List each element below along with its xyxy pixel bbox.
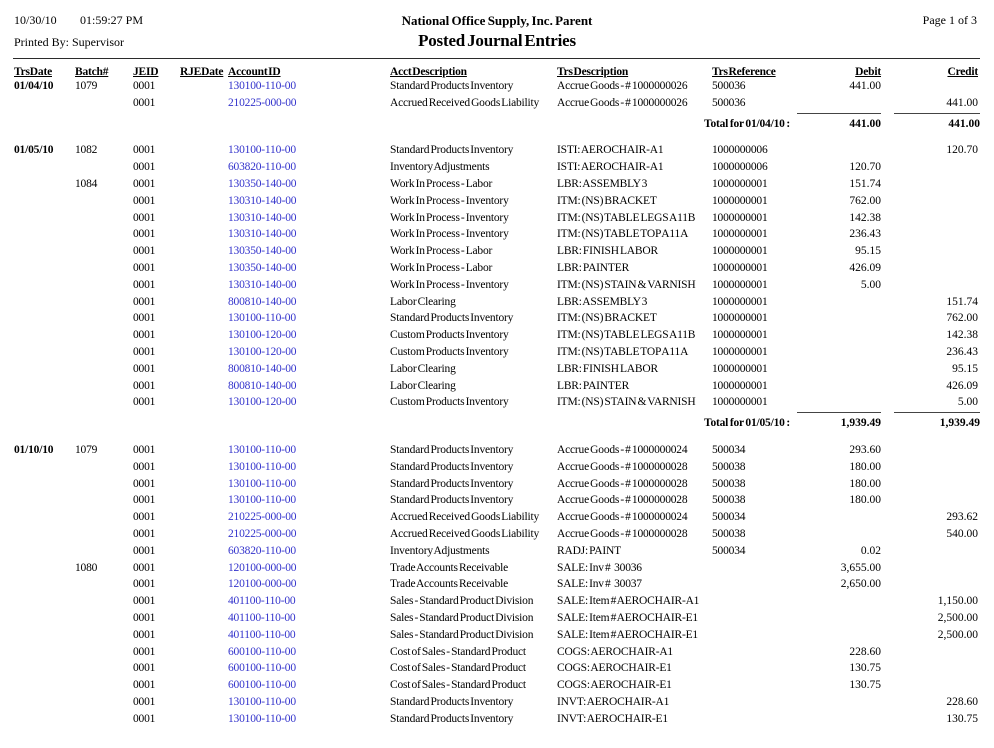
cell-trs-description: COGS: AEROCHAIR-E1: [557, 662, 672, 675]
total-label: Total for 01/05/10 :: [704, 417, 790, 430]
cell-jeid: 0001: [133, 194, 156, 207]
account-id-link[interactable]: 130100-120-00: [228, 396, 297, 409]
cell-trs-reference: 1000000001: [712, 362, 768, 375]
cell-acct-description: Labor Clearing: [390, 379, 456, 392]
account-id-link[interactable]: 130100-110-00: [228, 144, 296, 157]
column-header-account: Account ID: [228, 66, 281, 78]
cell-acct-description: Inventory Adjustments: [390, 544, 490, 557]
account-id-link[interactable]: 210225-000-00: [228, 96, 297, 109]
cell-trs-reference: 1000000001: [712, 312, 768, 325]
cell-jeid: 0001: [133, 346, 156, 358]
account-id-link[interactable]: 600100-110-00: [228, 662, 296, 675]
cell-debit-amount: 120.70: [849, 161, 881, 174]
cell-trs-description: LBR: FINISH LABOR: [557, 362, 658, 375]
table-row: [0, 696, 994, 713]
cell-acct-description: Custom Products Inventory: [390, 329, 509, 342]
table-row: [0, 562, 994, 579]
cell-trs-description: Accrue Goods - # 1000000024: [557, 511, 688, 524]
cell-acct-description: Standard Products Inventory: [390, 312, 514, 325]
cell-jeid: 0001: [133, 161, 156, 174]
cell-acct-description: Work In Process - Inventory: [390, 194, 509, 207]
cell-jeid: 0001: [133, 712, 156, 725]
cell-trs-reference: 1000000001: [712, 194, 768, 207]
account-id-link[interactable]: 600100-110-00: [228, 645, 296, 658]
cell-acct-description: Standard Products Inventory: [390, 712, 514, 725]
cell-credit-amount: 293.62: [946, 511, 978, 524]
cell-trs-reference: 1000000001: [712, 379, 768, 392]
cell-jeid: 0001: [133, 245, 156, 258]
cell-jeid: 0001: [133, 379, 156, 392]
cell-jeid: 0001: [133, 696, 156, 708]
account-id-link[interactable]: 401100-110-00: [228, 612, 296, 624]
account-id-link[interactable]: 130100-110-00: [228, 80, 296, 92]
cell-acct-description: Work In Process - Inventory: [390, 228, 509, 241]
cell-trs-description: RADJ: PAINT: [557, 544, 621, 557]
table-row: [0, 363, 994, 380]
report-title: Posted Journal Entries: [418, 31, 576, 50]
cell-credit-amount: 1,150.00: [937, 595, 978, 608]
cell-trs-description: INVT: AEROCHAIR-A1: [557, 696, 670, 708]
cell-trs-description: SALE: Item # AEROCHAIR-E1: [557, 628, 698, 641]
account-id-link[interactable]: 603820-110-00: [228, 161, 296, 174]
table-row: [0, 178, 994, 195]
column-header-credit: Credit: [947, 66, 978, 78]
cell-acct-description: Trade Accounts Receivable: [390, 578, 509, 591]
cell-trs-description: COGS: AEROCHAIR-E1: [557, 679, 672, 692]
cell-debit-amount: 228.60: [849, 645, 881, 658]
cell-credit-amount: 228.60: [946, 696, 978, 708]
cell-jeid: 0001: [133, 662, 156, 675]
cell-trs-reference: 500038: [712, 477, 746, 490]
cell-credit-amount: 142.38: [946, 329, 978, 342]
cell-trs-reference: 500034: [712, 544, 746, 557]
cell-batch-number: 1080: [75, 561, 98, 574]
cell-trs-description: LBR: PAINTER: [557, 379, 630, 392]
cell-acct-description: Work In Process - Inventory: [390, 278, 509, 291]
account-id-link[interactable]: 130310-140-00: [228, 194, 297, 207]
cell-debit-amount: 180.00: [849, 494, 881, 507]
account-id-link[interactable]: 800810-140-00: [228, 295, 297, 308]
cell-trs-reference: 500036: [712, 96, 746, 109]
print-time: 01:59:27 PM: [80, 13, 144, 27]
account-id-link[interactable]: 603820-110-00: [228, 544, 296, 557]
account-id-link[interactable]: 130350-140-00: [228, 178, 297, 190]
cell-acct-description: Work In Process - Labor: [390, 178, 493, 190]
table-row: [0, 578, 994, 595]
cell-debit-amount: 0.02: [860, 544, 881, 557]
cell-debit-amount: 293.60: [849, 444, 881, 456]
account-id-link[interactable]: 130100-110-00: [228, 696, 296, 708]
table-row: [0, 545, 994, 562]
cell-credit-amount: 236.43: [946, 346, 978, 358]
account-id-link[interactable]: 600100-110-00: [228, 679, 296, 692]
cell-trsdate: 01/04/10: [14, 80, 54, 92]
cell-credit-amount: 151.74: [946, 295, 978, 308]
account-id-link[interactable]: 130350-140-00: [228, 262, 297, 274]
table-row: [0, 97, 994, 114]
cell-trsdate: 01/10/10: [14, 444, 54, 456]
cell-trs-description: ISTI: AEROCHAIR-A1: [557, 144, 664, 157]
cell-credit-amount: 441.00: [946, 96, 978, 109]
cell-jeid: 0001: [133, 80, 156, 92]
account-id-link[interactable]: 401100-110-00: [228, 628, 296, 641]
account-id-link[interactable]: 130100-120-00: [228, 346, 297, 358]
cell-jeid: 0001: [133, 144, 156, 157]
cell-trs-description: Accrue Goods - # 1000000028: [557, 528, 688, 540]
cell-trs-reference: 1000000001: [712, 228, 768, 241]
cell-acct-description: Work In Process - Labor: [390, 262, 493, 274]
cell-acct-description: Accrued Received Goods Liability: [390, 96, 540, 109]
cell-trs-description: Accrue Goods - # 1000000028: [557, 494, 688, 507]
cell-credit-amount: 2,500.00: [937, 612, 978, 624]
table-row: [0, 478, 994, 495]
cell-credit-amount: 762.00: [946, 312, 978, 325]
table-row: [0, 713, 994, 730]
cell-trs-reference: 500038: [712, 494, 746, 507]
cell-acct-description: Standard Products Inventory: [390, 444, 514, 456]
cell-trs-description: SALE: Item # AEROCHAIR-E1: [557, 612, 698, 624]
cell-jeid: 0001: [133, 511, 156, 524]
account-id-link[interactable]: 130310-140-00: [228, 278, 297, 291]
cell-debit-amount: 426.09: [849, 262, 881, 274]
table-row: [0, 329, 994, 346]
cell-batch-number: 1079: [75, 444, 98, 456]
cell-trs-description: LBR: PAINTER: [557, 262, 630, 274]
cell-trs-description: ITM: (NS) TABLE LEGS A11B: [557, 329, 696, 342]
account-id-link[interactable]: 130100-110-00: [228, 312, 296, 325]
cell-trs-description: SALE: Inv # 30037: [557, 578, 642, 591]
cell-jeid: 0001: [133, 96, 156, 109]
cell-debit-amount: 236.43: [849, 228, 881, 241]
cell-credit-amount: 95.15: [952, 362, 978, 375]
cell-debit-amount: 762.00: [849, 194, 881, 207]
column-header-batch: Batch#: [75, 66, 109, 78]
table-row: [0, 679, 994, 696]
cell-debit-amount: 3,655.00: [840, 561, 881, 574]
cell-trs-reference: 1000000001: [712, 262, 768, 274]
table-row: [0, 312, 994, 329]
cell-acct-description: Custom Products Inventory: [390, 396, 509, 409]
cell-acct-description: Cost of Sales - Standard Product: [390, 679, 526, 692]
table-row: [0, 262, 994, 279]
cell-trs-reference: 1000000001: [712, 245, 768, 258]
company-name: National Office Supply, Inc. Parent: [401, 13, 593, 28]
cell-debit-amount: 180.00: [849, 477, 881, 490]
cell-trs-description: Accrue Goods - # 1000000026: [557, 96, 688, 109]
cell-acct-description: Standard Products Inventory: [390, 696, 514, 708]
cell-jeid: 0001: [133, 262, 156, 274]
cell-acct-description: Sales - Standard Product Division: [390, 628, 534, 641]
cell-jeid: 0001: [133, 544, 156, 557]
total-debit-amount: 441.00: [797, 113, 881, 131]
cell-trs-reference: 1000000006: [712, 161, 768, 174]
cell-trs-description: Accrue Goods - # 1000000028: [557, 477, 688, 490]
cell-acct-description: Standard Products Inventory: [390, 477, 514, 490]
column-header-jeid: JEID: [133, 66, 159, 78]
cell-trs-description: COGS: AEROCHAIR-A1: [557, 645, 673, 658]
table-row: [0, 245, 994, 262]
cell-jeid: 0001: [133, 362, 156, 375]
cell-trs-description: LBR: ASSEMBLY 3: [557, 295, 648, 308]
cell-credit-amount: 426.09: [946, 379, 978, 392]
cell-trs-description: Accrue Goods - # 1000000028: [557, 460, 688, 473]
cell-debit-amount: 2,650.00: [840, 578, 881, 591]
cell-credit-amount: 120.70: [946, 144, 978, 157]
cell-trs-description: ITM: (NS) BRACKET: [557, 194, 657, 207]
table-row: [0, 346, 994, 363]
cell-trs-description: ITM: (NS) STAIN & VARNISH: [557, 278, 696, 291]
account-id-link[interactable]: 401100-110-00: [228, 595, 296, 608]
cell-acct-description: Labor Clearing: [390, 362, 456, 375]
table-row: [0, 444, 994, 461]
cell-jeid: 0001: [133, 578, 156, 591]
cell-acct-description: Standard Products Inventory: [390, 144, 514, 157]
table-row: [0, 461, 994, 478]
cell-jeid: 0001: [133, 178, 156, 190]
account-id-link[interactable]: 120100-000-00: [228, 561, 297, 574]
table-row: [0, 494, 994, 511]
cell-trs-reference: 1000000001: [712, 295, 768, 308]
cell-jeid: 0001: [133, 612, 156, 624]
cell-acct-description: Accrued Received Goods Liability: [390, 511, 540, 524]
cell-jeid: 0001: [133, 494, 156, 507]
cell-jeid: 0001: [133, 278, 156, 291]
cell-trs-reference: 1000000001: [712, 211, 768, 224]
cell-trs-reference: 1000000001: [712, 278, 768, 291]
column-header-acctdesc: Acct Description: [390, 66, 467, 78]
cell-acct-description: Standard Products Inventory: [390, 80, 514, 92]
cell-jeid: 0001: [133, 396, 156, 409]
table-row: [0, 511, 994, 528]
cell-trs-description: LBR: ASSEMBLY 3: [557, 178, 648, 190]
cell-credit-amount: 2,500.00: [937, 628, 978, 641]
table-row: [0, 212, 994, 229]
column-header-trsref: Trs Reference: [712, 66, 776, 78]
cell-trs-reference: 1000000001: [712, 346, 768, 358]
cell-acct-description: Sales - Standard Product Division: [390, 612, 534, 624]
cell-jeid: 0001: [133, 595, 156, 608]
total-credit-amount: 441.00: [894, 113, 980, 131]
cell-trs-description: INVT: AEROCHAIR-E1: [557, 712, 668, 725]
column-header-trsdate: TrsDate: [14, 66, 52, 78]
cell-trs-reference: 1000000001: [712, 329, 768, 342]
table-row: [0, 228, 994, 245]
account-id-link[interactable]: 130100-110-00: [228, 494, 296, 507]
cell-debit-amount: 130.75: [849, 662, 881, 675]
cell-jeid: 0001: [133, 460, 156, 473]
cell-jeid: 0001: [133, 329, 156, 342]
account-id-link[interactable]: 130100-110-00: [228, 712, 296, 725]
cell-trs-description: SALE: Inv # 30036: [557, 561, 642, 574]
column-header-trsdesc: Trs Description: [557, 66, 629, 78]
table-row: [0, 144, 994, 161]
cell-trs-description: Accrue Goods - # 1000000026: [557, 80, 688, 92]
total-row: [0, 417, 994, 434]
table-row: [0, 279, 994, 296]
cell-trs-description: ITM: (NS) TABLE TOP A11A: [557, 228, 689, 241]
cell-jeid: 0001: [133, 628, 156, 641]
cell-trs-reference: 500038: [712, 528, 746, 540]
cell-trs-reference: 500038: [712, 460, 746, 473]
cell-jeid: 0001: [133, 645, 156, 658]
cell-batch-number: 1082: [75, 144, 98, 157]
column-header-debit: Debit: [855, 66, 881, 78]
cell-acct-description: Cost of Sales - Standard Product: [390, 662, 526, 675]
account-id-link[interactable]: 130100-110-00: [228, 460, 296, 473]
cell-jeid: 0001: [133, 228, 156, 241]
cell-jeid: 0001: [133, 295, 156, 308]
account-id-link[interactable]: 130100-110-00: [228, 444, 296, 456]
account-id-link[interactable]: 800810-140-00: [228, 379, 297, 392]
cell-trs-reference: 1000000006: [712, 144, 768, 157]
cell-batch-number: 1079: [75, 80, 98, 92]
header-divider: [13, 58, 980, 59]
table-row: [0, 161, 994, 178]
cell-credit-amount: 130.75: [946, 712, 978, 725]
cell-trs-description: ITM: (NS) TABLE TOP A11A: [557, 346, 689, 358]
table-row: [0, 612, 994, 629]
cell-trs-reference: 500034: [712, 444, 746, 456]
cell-acct-description: Accrued Received Goods Liability: [390, 528, 540, 540]
cell-debit-amount: 130.75: [849, 679, 881, 692]
cell-trs-reference: 1000000001: [712, 396, 768, 409]
cell-acct-description: Standard Products Inventory: [390, 460, 514, 473]
table-row: [0, 296, 994, 313]
cell-trsdate: 01/05/10: [14, 144, 54, 157]
total-label: Total for 01/04/10 :: [704, 117, 790, 130]
cell-jeid: 0001: [133, 312, 156, 325]
cell-acct-description: Trade Accounts Receivable: [390, 561, 509, 574]
cell-acct-description: Standard Products Inventory: [390, 494, 514, 507]
cell-acct-description: Work In Process - Inventory: [390, 211, 509, 224]
cell-credit-amount: 540.00: [946, 528, 978, 540]
cell-jeid: 0001: [133, 444, 156, 456]
table-row: [0, 629, 994, 646]
cell-trs-description: LBR: FINISH LABOR: [557, 245, 658, 258]
column-header-rjedate: RJEDate: [180, 66, 224, 78]
table-row: [0, 646, 994, 663]
cell-debit-amount: 180.00: [849, 460, 881, 473]
cell-debit-amount: 5.00: [860, 278, 881, 291]
table-row: [0, 80, 994, 97]
cell-trs-reference: 1000000001: [712, 178, 768, 190]
table-row: [0, 380, 994, 397]
cell-trs-reference: 500036: [712, 80, 746, 92]
account-id-link[interactable]: 130310-140-00: [228, 228, 297, 241]
cell-trs-description: ITM: (NS) STAIN & VARNISH: [557, 396, 696, 409]
page-indicator: Page 1 of 3: [922, 13, 977, 27]
account-id-link[interactable]: 130310-140-00: [228, 211, 297, 224]
table-row: [0, 595, 994, 612]
cell-jeid: 0001: [133, 561, 156, 574]
cell-debit-amount: 142.38: [849, 211, 881, 224]
cell-acct-description: Labor Clearing: [390, 295, 456, 308]
account-id-link[interactable]: 130100-120-00: [228, 329, 297, 342]
cell-acct-description: Work In Process - Labor: [390, 245, 493, 258]
total-debit-amount: 1,939.49: [797, 412, 881, 430]
account-id-link[interactable]: 120100-000-00: [228, 578, 297, 591]
cell-trs-description: ITM: (NS) BRACKET: [557, 312, 657, 325]
cell-jeid: 0001: [133, 211, 156, 224]
cell-acct-description: Sales - Standard Product Division: [390, 595, 534, 608]
cell-debit-amount: 95.15: [855, 245, 881, 258]
table-row: [0, 396, 994, 413]
cell-acct-description: Inventory Adjustments: [390, 161, 490, 174]
cell-batch-number: 1084: [75, 178, 98, 190]
cell-trs-description: SALE: Item # AEROCHAIR-A1: [557, 595, 700, 608]
account-id-link[interactable]: 130100-110-00: [228, 477, 296, 490]
cell-trs-description: ITM: (NS) TABLE LEGS A11B: [557, 211, 696, 224]
cell-debit-amount: 441.00: [849, 80, 881, 92]
cell-acct-description: Cost of Sales - Standard Product: [390, 645, 526, 658]
account-id-link[interactable]: 210225-000-00: [228, 511, 297, 524]
account-id-link[interactable]: 800810-140-00: [228, 362, 297, 375]
table-row: [0, 195, 994, 212]
cell-trs-reference: 500034: [712, 511, 746, 524]
table-row: [0, 662, 994, 679]
cell-jeid: 0001: [133, 679, 156, 692]
cell-trs-description: ISTI: AEROCHAIR-A1: [557, 161, 664, 174]
printed-by: Printed By: Supervisor: [14, 35, 124, 49]
cell-trs-description: Accrue Goods - # 1000000024: [557, 444, 688, 456]
account-id-link[interactable]: 210225-000-00: [228, 528, 297, 540]
cell-credit-amount: 5.00: [957, 396, 978, 409]
cell-jeid: 0001: [133, 477, 156, 490]
total-credit-amount: 1,939.49: [894, 412, 980, 430]
total-row: [0, 118, 994, 135]
account-id-link[interactable]: 130350-140-00: [228, 245, 297, 258]
table-row: [0, 528, 994, 545]
cell-jeid: 0001: [133, 528, 156, 540]
cell-debit-amount: 151.74: [849, 178, 881, 190]
cell-acct-description: Custom Products Inventory: [390, 346, 509, 358]
print-date: 10/30/10: [14, 13, 57, 27]
